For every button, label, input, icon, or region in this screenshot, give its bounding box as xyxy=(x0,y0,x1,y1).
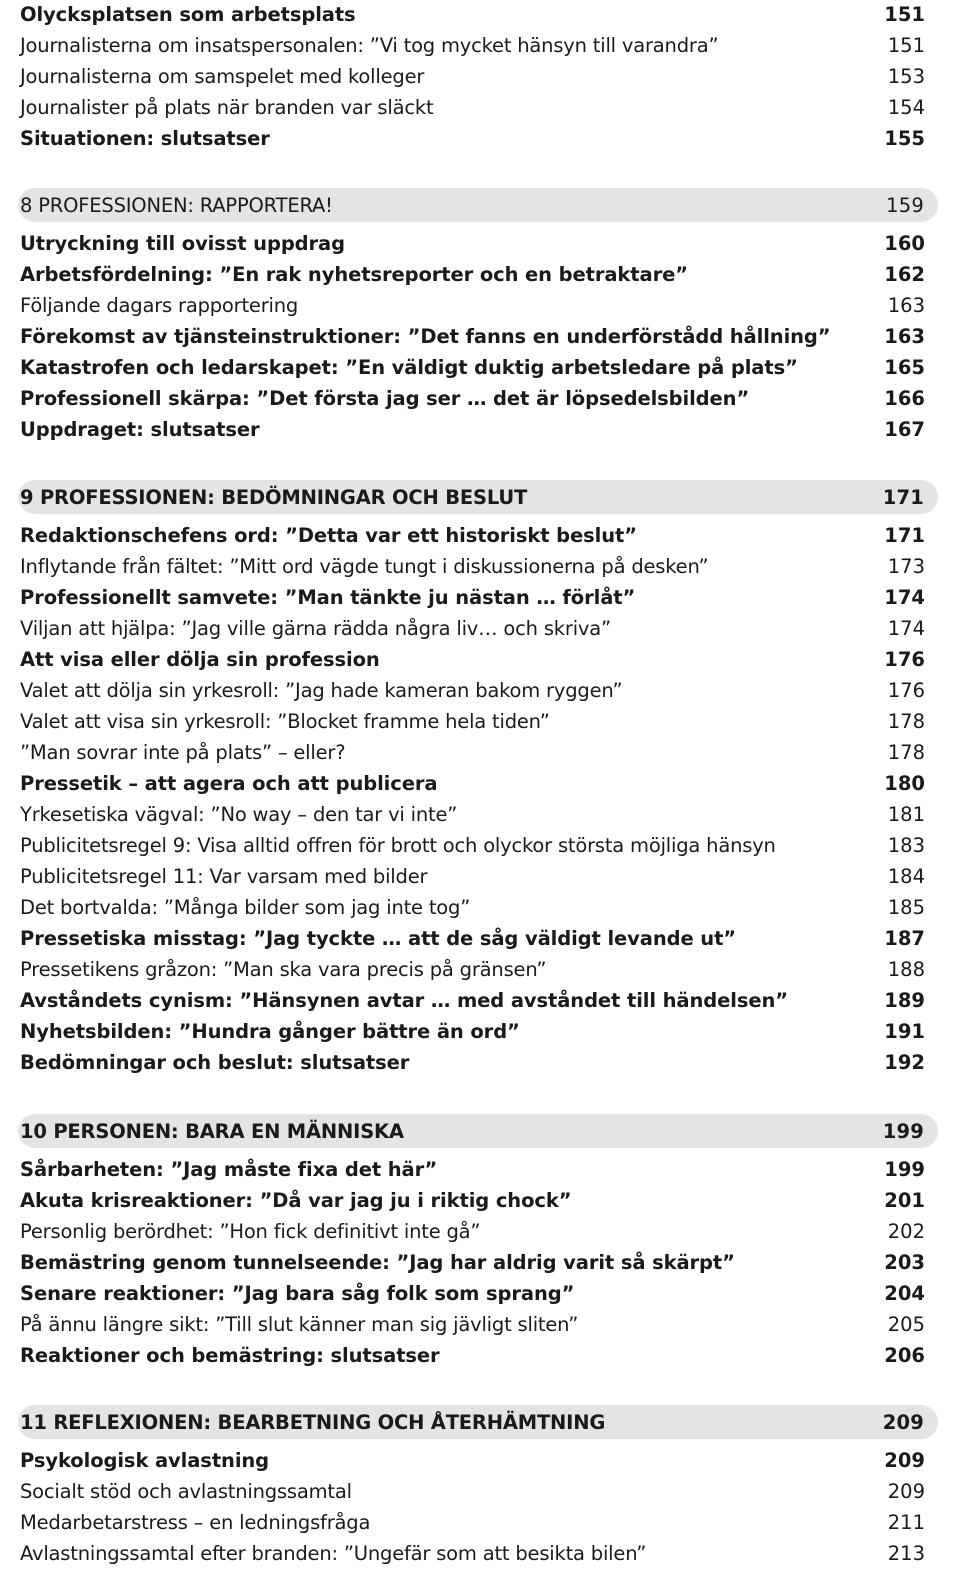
toc-title: Det bortvalda: ”Många bilder som jag inte tog” xyxy=(20,895,471,919)
toc-title: Följande dagars rapportering xyxy=(20,293,299,317)
toc-page-number: 199 xyxy=(884,1157,925,1181)
toc-page-number: 209 xyxy=(887,1479,925,1503)
toc-title: Avståndets cynism: ”Hänsynen avtar … med avståndet till händelsen” xyxy=(20,988,788,1012)
toc-page-number: 204 xyxy=(884,1281,925,1305)
toc-page-number: 206 xyxy=(884,1343,925,1367)
toc-page-number: 167 xyxy=(884,417,925,441)
toc-page-number: 151 xyxy=(884,2,925,26)
toc-entry xyxy=(20,520,925,551)
toc-entry xyxy=(20,799,925,830)
toc-title: 9 PROFESSIONEN: BEDÖMNINGAR OCH BESLUT xyxy=(20,485,528,509)
toc-page-number: 203 xyxy=(884,1250,925,1274)
toc-entry xyxy=(20,1445,925,1476)
toc-title: Bedömningar och beslut: slutsatser xyxy=(20,1050,410,1074)
toc-title: Medarbetarstress – en ledningsfråga xyxy=(20,1510,371,1534)
toc-title: Situationen: slutsatser xyxy=(20,126,270,150)
toc-page-number: 213 xyxy=(887,1541,925,1565)
toc-title: Bemästring genom tunnelseende: ”Jag har aldrig varit så skärpt” xyxy=(20,1250,735,1274)
toc-page-number: 166 xyxy=(884,386,925,410)
toc-entry xyxy=(20,923,925,954)
toc-page-number: 163 xyxy=(884,324,925,348)
toc-entry xyxy=(20,737,925,768)
toc-page-number: 188 xyxy=(887,957,925,981)
toc-entry xyxy=(20,1154,925,1185)
toc-page-number: 189 xyxy=(884,988,925,1012)
toc-entry xyxy=(20,1507,925,1538)
toc-entry xyxy=(20,352,925,383)
toc-page-number: 153 xyxy=(887,64,925,88)
toc-title: Senare reaktioner: ”Jag bara såg folk som sprang” xyxy=(20,1281,575,1305)
toc-entry xyxy=(20,383,925,414)
toc-page-number: 174 xyxy=(887,616,925,640)
toc-title: Valet att dölja sin yrkesroll: ”Jag hade kameran bakom ryggen” xyxy=(20,678,623,702)
toc-page-number: 171 xyxy=(884,523,925,547)
toc-page-number: 165 xyxy=(884,355,925,379)
toc-entry xyxy=(20,228,925,259)
toc-page-number: 202 xyxy=(887,1219,925,1243)
toc-page-number: 162 xyxy=(884,262,925,286)
toc-title: Personlig berördhet: ”Hon fick definitivt inte gå” xyxy=(20,1219,481,1243)
toc-title: Socialt stöd och avlastningssamtal xyxy=(20,1479,352,1503)
toc-entry xyxy=(20,675,925,706)
toc-page-number: 155 xyxy=(884,126,925,150)
toc-page-number: 159 xyxy=(886,193,924,217)
toc-title: Förekomst av tjänsteinstruktioner: ”Det fanns en underförstådd hållning” xyxy=(20,324,831,348)
toc-entry xyxy=(20,1278,925,1309)
toc-title: Arbetsfördelning: ”En rak nyhetsreporter och en betraktare” xyxy=(20,262,688,286)
toc-entry xyxy=(20,644,925,675)
toc-title: 11 REFLEXIONEN: BEARBETNING OCH ÅTERHÄMTNING xyxy=(20,1410,606,1434)
toc-entry xyxy=(20,613,925,644)
chapter-heading xyxy=(18,1405,938,1439)
toc-entry xyxy=(20,1016,925,1047)
toc-title: Professionell skärpa: ”Det första jag ser … det är löpsedelsbilden” xyxy=(20,386,750,410)
toc-title: Utryckning till ovisst uppdrag xyxy=(20,231,345,255)
toc-page-number: 209 xyxy=(884,1448,925,1472)
toc-entry xyxy=(20,861,925,892)
toc-title: Olycksplatsen som arbetsplats xyxy=(20,2,356,26)
toc-entry xyxy=(20,123,925,154)
toc-page-number: 199 xyxy=(882,1119,924,1143)
toc-entry xyxy=(20,1247,925,1278)
toc-page-number: 201 xyxy=(884,1188,925,1212)
toc-page-number: 185 xyxy=(887,895,925,919)
toc-title: Avlastningssamtal efter branden: ”Ungefär som att besikta bilen” xyxy=(20,1541,647,1565)
toc-page-number: 180 xyxy=(884,771,925,795)
toc-entry xyxy=(20,1538,925,1569)
toc-entry xyxy=(20,985,925,1016)
toc-entry xyxy=(20,1340,925,1371)
toc-title: Publicitetsregel 11: Var varsam med bilder xyxy=(20,864,428,888)
toc-title: Reaktioner och bemästring: slutsatser xyxy=(20,1343,440,1367)
toc-page-number: 173 xyxy=(887,554,925,578)
toc-entry xyxy=(20,1476,925,1507)
toc-title: ”Man sovrar inte på plats” – eller? xyxy=(20,740,346,764)
toc-title: Pressetik – att agera och att publicera xyxy=(20,771,438,795)
chapter-heading xyxy=(18,480,938,514)
toc-page-number: 181 xyxy=(887,802,925,826)
toc-entry xyxy=(20,706,925,737)
toc-entry xyxy=(20,1216,925,1247)
toc-entry xyxy=(20,321,925,352)
toc-page-number: 184 xyxy=(887,864,925,888)
toc-page-number: 151 xyxy=(887,33,925,57)
toc-entry xyxy=(20,1309,925,1340)
toc-title: På ännu längre sikt: ”Till slut känner man sig jävligt sliten” xyxy=(20,1312,579,1336)
toc-page-number: 209 xyxy=(882,1410,924,1434)
toc-entry xyxy=(20,30,925,61)
toc-page-number: 205 xyxy=(887,1312,925,1336)
toc-entry xyxy=(20,892,925,923)
toc-entry xyxy=(20,92,925,123)
toc-page-number: 176 xyxy=(884,647,925,671)
toc-page-number: 178 xyxy=(887,740,925,764)
toc-title: Journalisterna om insatspersonalen: ”Vi tog mycket hänsyn till varandra” xyxy=(20,33,719,57)
toc-title: Katastrofen och ledarskapet: ”En väldigt duktig arbetsledare på plats” xyxy=(20,355,798,379)
toc-title: Psykologisk avlastning xyxy=(20,1448,270,1472)
toc-title: 8 PROFESSIONEN: RAPPORTERA! xyxy=(20,193,333,217)
toc-title: Journalister på plats när branden var släckt xyxy=(20,95,434,119)
chapter-heading xyxy=(18,188,938,222)
toc-entry xyxy=(20,259,925,290)
toc-entry xyxy=(20,290,925,321)
toc-title: Publicitetsregel 9: Visa alltid offren för brott och olyckor största möjliga hänsyn xyxy=(20,833,776,857)
toc-title: Pressetiska misstag: ”Jag tyckte … att de såg väldigt levande ut” xyxy=(20,926,737,950)
chapter-heading xyxy=(18,1114,938,1148)
toc-entry xyxy=(20,582,925,613)
toc-page-number: 176 xyxy=(887,678,925,702)
toc-title: Inflytande från fältet: ”Mitt ord vägde tungt i diskussionerna på desken” xyxy=(20,554,709,578)
toc-title: Uppdraget: slutsatser xyxy=(20,417,260,441)
toc-title: Nyhetsbilden: ”Hundra gånger bättre än ord” xyxy=(20,1019,520,1043)
toc-title: Journalisterna om samspelet med kolleger xyxy=(20,64,425,88)
toc-title: Yrkesetiska vägval: ”No way – den tar vi inte” xyxy=(20,802,458,826)
toc-entry xyxy=(20,551,925,582)
toc-page-number: 178 xyxy=(887,709,925,733)
toc-title: Professionellt samvete: ”Man tänkte ju nästan … förlåt” xyxy=(20,585,636,609)
toc-title: 10 PERSONEN: BARA EN MÄNNISKA xyxy=(20,1119,404,1143)
toc-entry xyxy=(20,0,925,30)
toc-page-number: 183 xyxy=(887,833,925,857)
toc-entry xyxy=(20,414,925,445)
toc-title: Valet att visa sin yrkesroll: ”Blocket framme hela tiden” xyxy=(20,709,550,733)
toc-entry xyxy=(20,954,925,985)
toc-title: Sårbarheten: ”Jag måste fixa det här” xyxy=(20,1157,438,1181)
toc-page-number: 192 xyxy=(884,1050,925,1074)
toc-page-number: 171 xyxy=(882,485,924,509)
toc-title: Pressetikens gråzon: ”Man ska vara precis på gränsen” xyxy=(20,957,547,981)
toc-entry xyxy=(20,61,925,92)
toc-title: Att visa eller dölja sin profession xyxy=(20,647,380,671)
toc-page-number: 160 xyxy=(884,231,925,255)
toc-page-number: 187 xyxy=(884,926,925,950)
toc-entry xyxy=(20,830,925,861)
toc-title: Redaktionschefens ord: ”Detta var ett historiskt beslut” xyxy=(20,523,637,547)
toc-title: Akuta krisreaktioner: ”Då var jag ju i riktig chock” xyxy=(20,1188,572,1212)
toc-entry xyxy=(20,1047,925,1078)
toc-page-number: 191 xyxy=(884,1019,925,1043)
toc-entry xyxy=(20,768,925,799)
toc-title: Viljan att hjälpa: ”Jag ville gärna rädda några liv… och skriva” xyxy=(20,616,611,640)
toc-page-number: 211 xyxy=(887,1510,925,1534)
toc-page-number: 154 xyxy=(887,95,925,119)
toc-page-number: 163 xyxy=(887,293,925,317)
toc-entry xyxy=(20,1185,925,1216)
toc-page-number: 174 xyxy=(884,585,925,609)
